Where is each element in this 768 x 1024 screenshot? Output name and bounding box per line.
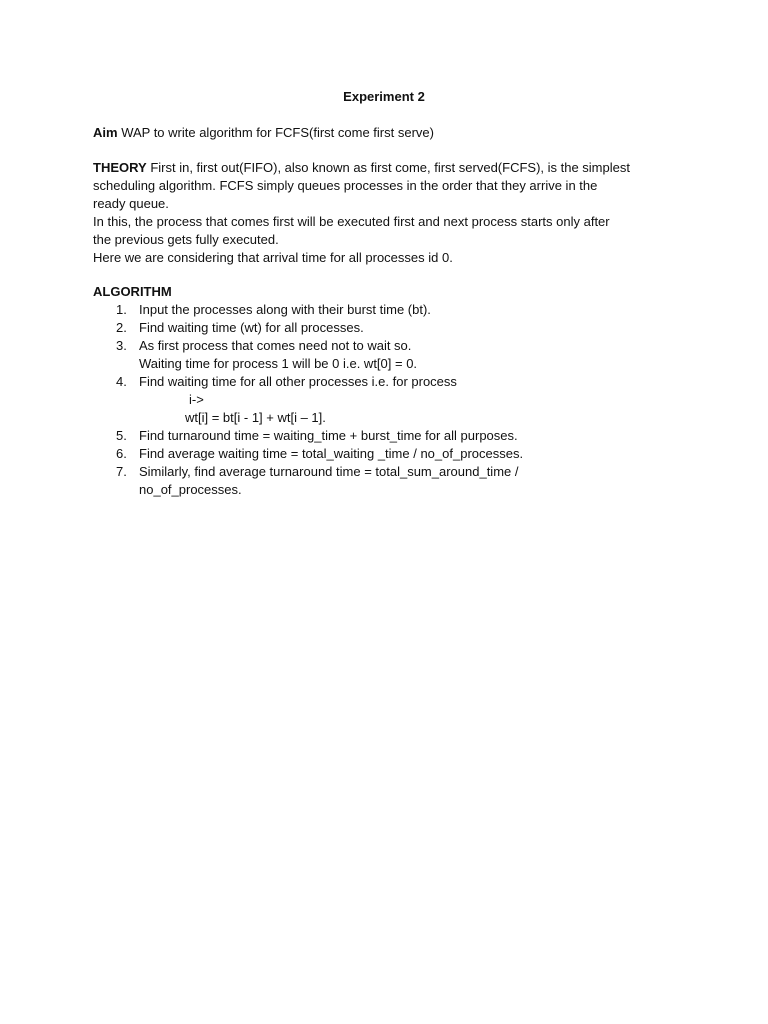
algorithm-step: [93, 319, 673, 337]
page-title: Experiment 2: [343, 89, 425, 104]
step-number: 6.: [116, 446, 127, 461]
step-formula: wt[i] = bt[i - 1] + wt[i – 1].: [185, 410, 326, 425]
aim-label: Aim: [93, 125, 118, 140]
algorithm-step: [93, 445, 673, 463]
step-text: Find turnaround time = waiting_time + burst_time for all purposes.: [139, 428, 518, 443]
step-subtext: i->: [189, 392, 204, 407]
theory-text: First in, first out(FIFO), also known as first come, first served(FCFS), is the simplest: [150, 160, 630, 175]
step-text: Similarly, find average turnaround time = total_sum_around_time /: [139, 464, 519, 479]
aim-section: [93, 124, 673, 142]
step-number: 4.: [116, 374, 127, 389]
theory-label: THEORY: [93, 160, 147, 175]
step-number: 5.: [116, 428, 127, 443]
step-number: 3.: [116, 338, 127, 353]
theory-line: [93, 159, 673, 177]
algorithm-step: [93, 337, 673, 373]
step-text: Find waiting time (wt) for all processes.: [139, 320, 364, 335]
algorithm-step: [93, 373, 673, 427]
step-text: Waiting time for process 1 will be 0 i.e. wt[0] = 0.: [139, 356, 418, 371]
step-text: Input the processes along with their burst time (bt).: [139, 302, 431, 317]
step-text: As first process that comes need not to wait so.: [139, 338, 412, 353]
step-text: no_of_processes.: [139, 482, 242, 497]
step-number: 1.: [116, 302, 127, 317]
step-number: 2.: [116, 320, 127, 335]
step-text: Find average waiting time = total_waiting _time / no_of_processes.: [139, 446, 524, 461]
algorithm-step: [93, 427, 673, 445]
theory-line: In this, the process that comes first will be executed first and next process starts only after: [93, 214, 610, 229]
theory-line: scheduling algorithm. FCFS simply queues processes in the order that they arrive in the: [93, 178, 598, 193]
step-number: 7.: [116, 464, 127, 479]
algorithm-step: [93, 301, 673, 319]
theory-line: ready queue.: [93, 196, 169, 211]
step-text: Find waiting time for all other processes i.e. for process: [139, 374, 457, 389]
algorithm-step: [93, 463, 673, 499]
aim-text: WAP to write algorithm for FCFS(first come first serve): [121, 125, 434, 140]
algorithm-steps-list: [93, 301, 673, 499]
theory-line: the previous gets fully executed.: [93, 232, 279, 247]
theory-line: Here we are considering that arrival time for all processes id 0.: [93, 250, 453, 265]
theory-section: [93, 159, 673, 267]
algorithm-heading: ALGORITHM: [93, 284, 172, 299]
